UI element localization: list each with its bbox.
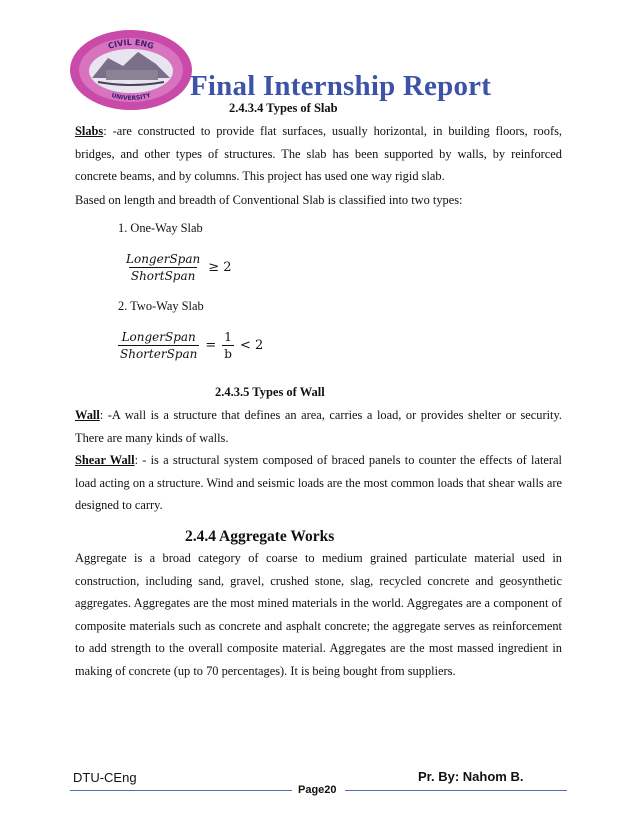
wall-types-heading bbox=[215, 385, 325, 400]
two-way-denominator: ShorterSpan bbox=[120, 347, 198, 361]
one-way-slab-item: 1. One-Way Slab bbox=[118, 221, 203, 235]
wall-definition: : -A wall is a structure that defines an area, carries a load, or provides shelter or security. There are many kinds of walls. bbox=[75, 408, 562, 445]
logo-upper-text: CIVIL ENG bbox=[107, 37, 155, 51]
one-way-relation: ≥ 2 bbox=[208, 260, 232, 275]
slab-types-heading bbox=[229, 101, 338, 116]
one-way-slab-formula bbox=[124, 252, 238, 283]
logo-lower-text: UNIVERSITY bbox=[110, 91, 152, 103]
one-way-denominator: ShortSpan bbox=[130, 269, 196, 283]
two-way-slab-formula bbox=[118, 330, 269, 361]
shear-wall-paragraph bbox=[75, 449, 562, 517]
footer-author: Pr. By: Nahom B. bbox=[418, 769, 524, 784]
footer-rule-left bbox=[70, 790, 292, 791]
shear-wall-term: Shear Wall bbox=[75, 453, 135, 467]
two-way-ratio-fraction bbox=[222, 330, 234, 361]
slab-heading-number: 2.4.3.4 bbox=[229, 101, 264, 115]
footer-rule-right bbox=[345, 790, 567, 791]
two-way-equals: = bbox=[205, 338, 217, 353]
one-way-fraction bbox=[124, 252, 202, 283]
wall-heading-text: Types of Wall bbox=[252, 385, 325, 399]
slabs-definition: : -are constructed to provide flat surfaces, usually horizontal, in building floors, roofs, bridges, and other types of structures. The slab has been supported by walls, by reinforced concrete beams, and by columns. This project has used one way rigid slab. bbox=[75, 124, 562, 183]
aggregate-paragraph: Aggregate is a broad category of coarse to medium grained particulate material used in construction, including sand, gravel, crushed stone, slag, recycled concrete and geosynthetic aggregates. Aggregates are the most mined materials in the world. Aggregates are a component of composite materials such as concrete and asphalt concrete; the aggregate serves as reinforcement to add strength to the overall composite material. Aggregates are the most massed ingredient in making of concrete (up to 70 percentages). It is being bought from suppliers. bbox=[75, 551, 562, 678]
aggregate-works-heading: 2.4.4 Aggregate Works bbox=[185, 528, 335, 545]
wall-term: Wall bbox=[75, 408, 100, 422]
slab-heading-text: Types of Slab bbox=[266, 101, 338, 115]
slab-definition-paragraph bbox=[75, 120, 562, 188]
slabs-term: Slabs bbox=[75, 124, 104, 138]
wall-definition-paragraph bbox=[75, 404, 562, 449]
two-way-ratio-denominator: b bbox=[224, 347, 232, 361]
university-logo bbox=[68, 28, 194, 112]
one-way-numerator: LongerSpan bbox=[126, 252, 201, 266]
slab-classification-intro: Based on length and breadth of Conventional Slab is classified into two types: bbox=[75, 193, 463, 207]
shear-wall-definition: : - is a structural system composed of braced panels to counter the effects of lateral load acting on a structure. Wind and seismic loads are the most common loads that shear walls are designed to carry. bbox=[75, 453, 562, 512]
footer-department: DTU-CEng bbox=[73, 770, 137, 785]
two-way-slab-item: 2. Two-Way Slab bbox=[118, 299, 204, 313]
report-title: Final Internship Report bbox=[190, 70, 492, 102]
wall-heading-number: 2.4.3.5 bbox=[215, 385, 250, 399]
two-way-fraction bbox=[118, 330, 199, 361]
two-way-relation: < 2 bbox=[239, 338, 264, 353]
two-way-numerator: LongerSpan bbox=[121, 330, 196, 344]
page-number: Page20 bbox=[298, 784, 337, 796]
two-way-ratio-numerator: 1 bbox=[224, 330, 232, 344]
